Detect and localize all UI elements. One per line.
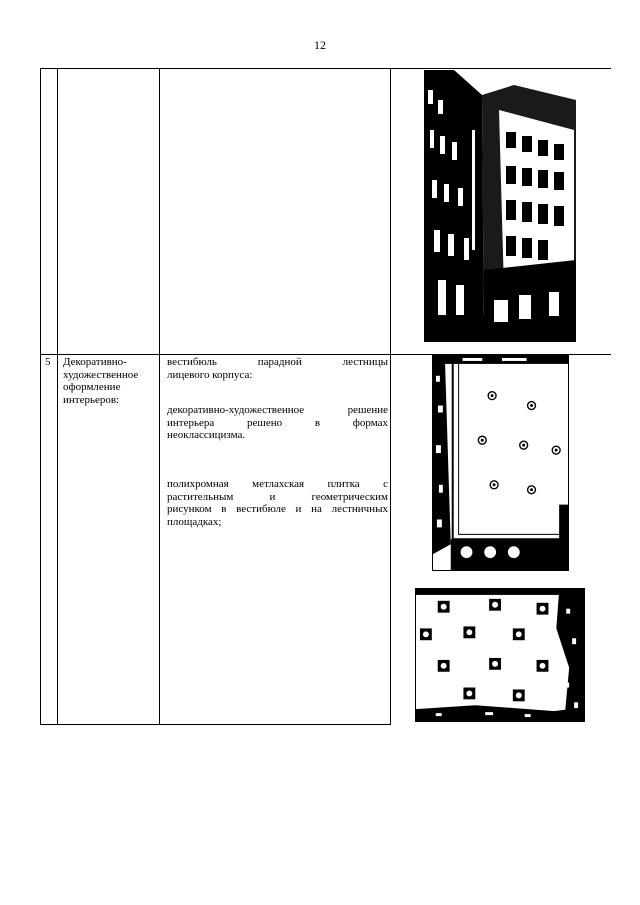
description-paragraph-2 [167,404,388,442]
category-line: оформление [63,381,121,393]
category-line: Декоративно- [63,356,127,368]
landing-tiles-image [416,589,584,721]
column-border-index [57,68,58,725]
courtyard-photo-image [424,70,576,342]
row-index: 5 [45,356,51,368]
column-border-left [40,68,41,725]
vestibule-tiles-image [433,356,568,570]
courtyard-photo [424,70,576,342]
description-line: вестибюль парадной лестницы [167,356,388,368]
description-paragraph-1 [167,356,388,381]
description-paragraph-3 [167,478,388,528]
table-top-border [40,68,611,69]
column-border-description [390,68,391,725]
column-border-category [159,68,160,725]
description-line: лицевого корпуса: [167,368,253,381]
category-line: художественное [63,368,139,381]
table-bottom-border [40,724,391,725]
description-line: площадках; [167,515,222,528]
description-line: полихромная метлахская плитка с [167,478,388,490]
description-line: интерьера решено в формах [167,416,388,429]
landing-tiles-photo [415,588,585,722]
category-cell [63,356,158,406]
page-number: 12 [314,38,326,52]
vestibule-tiles-photo [432,355,569,571]
description-line: декоративно-художественное решение [167,404,388,416]
description-line: рисунком в вестибюле и на лестничных [167,503,388,515]
description-line: неоклассицизма. [167,429,246,441]
category-line: интерьеров: [63,393,120,406]
description-line: растительным и геометрическим [167,490,388,503]
